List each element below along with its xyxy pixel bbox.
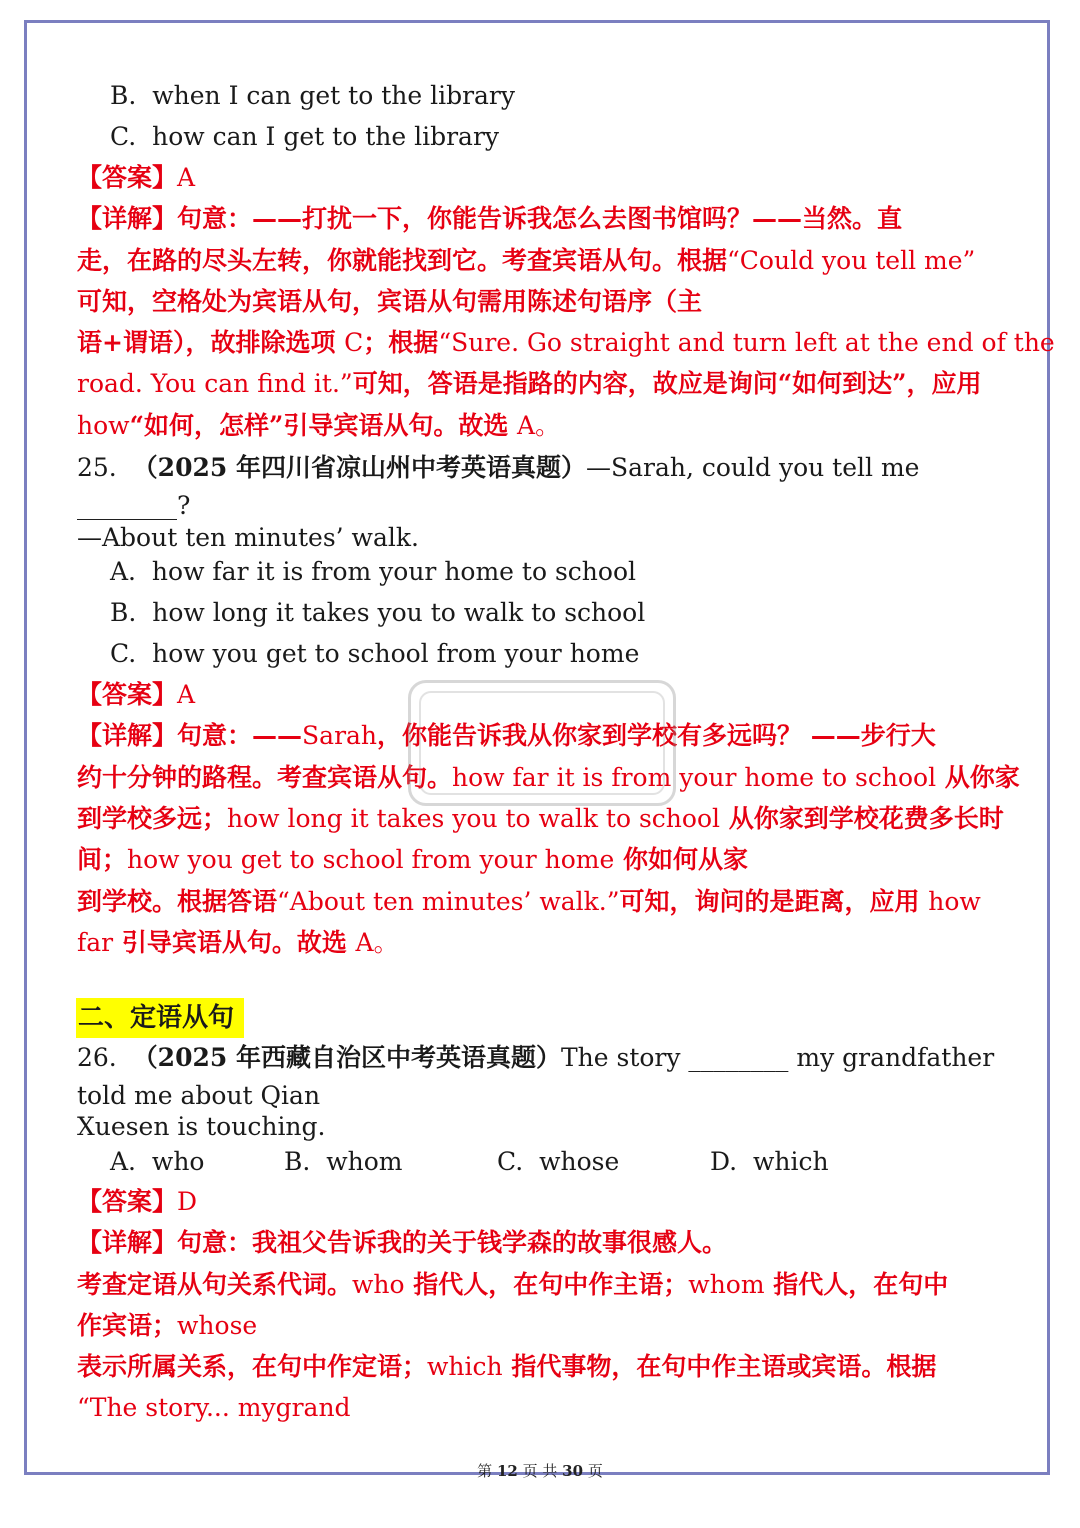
q26-stem-3: Xuesen is touching.	[77, 1112, 326, 1141]
q25-option-b: B. how long it takes you to walk to school	[110, 598, 646, 627]
q26-explain-line-2: 考查定语从句关系代词。who 指代人，在句中作主语；whom 指代人，在句中	[77, 1270, 949, 1299]
q25-explain-line-2: 约十分钟的路程。考查宾语从句。how far it is from your home to school 从你家	[77, 763, 1020, 792]
q25-explain-line-1: 【详解】句意：——Sarah，你能告诉我从你家到学校有多远吗？ ——步行大	[77, 721, 936, 750]
q26-explain-line-5: “The story... mygrand	[77, 1393, 351, 1422]
q24-option-c: C. how can I get to the library	[110, 122, 500, 151]
q24-explain-line-5: road. You can find it.”可知，答语是指路的内容，故应是询问“如何到达”，应用	[77, 369, 982, 398]
q26-stem: 26. （2025 年西藏自治区中考英语真题）The story ________ my grandfather	[77, 1043, 995, 1072]
q25-option-c: C. how you get to school from your home	[110, 639, 640, 668]
q25-explain-line-3: 到学校多远；how long it takes you to walk to school 从你家到学校花费多长时	[77, 804, 1004, 833]
q26-option-c: C. whose	[497, 1147, 620, 1176]
q26-explain-line-3: 作宾语；whose	[77, 1311, 258, 1340]
q26-answer: 【答案】D	[77, 1187, 198, 1216]
q25-stem: 25. （2025 年四川省凉山州中考英语真题）—Sarah, could you tell me	[77, 453, 920, 482]
q26-options	[110, 1144, 829, 1180]
q24-explain-line-4: 语+谓语），故排除选项 C；根据“Sure. Go straight and turn left at the end of the	[77, 328, 1055, 357]
q24-option-b: B. when I can get to the library	[110, 81, 516, 110]
q25-blank: ________?	[77, 491, 191, 520]
q25-option-a: A. how far it is from your home to school	[110, 557, 636, 586]
q24-explain-line-2: 走，在路的尽头左转，你就能找到它。考查宾语从句。根据“Could you tell me”	[77, 246, 976, 275]
q25-explain-line-4: 间；how you get to school from your home 你如何从家	[77, 845, 749, 874]
q25-reply: —About ten minutes’ walk.	[77, 523, 419, 552]
q25-answer: 【答案】A	[77, 680, 196, 709]
page-footer: 第 12 页 共 30 页	[477, 1462, 603, 1480]
section-title: 二、定语从句	[76, 998, 244, 1038]
q24-explain-line-1: 【详解】句意：——打扰一下，你能告诉我怎么去图书馆吗？——当然。直	[77, 204, 903, 233]
q25-explain-line-6: far 引导宾语从句。故选 A。	[77, 928, 399, 957]
q26-option-d: D. which	[710, 1147, 829, 1176]
q26-explain-line-4: 表示所属关系，在句中作定语；which 指代事物，在句中作主语或宾语。根据	[77, 1352, 937, 1381]
q26-stem-2: told me about Qian	[77, 1081, 321, 1110]
q24-answer: 【答案】A	[77, 163, 196, 192]
q25-explain-line-5: 到学校。根据答语“About ten minutes’ walk.”可知，询问的是距离，应用 how	[77, 887, 981, 916]
q24-explain-line-3: 可知，空格处为宾语从句，宾语从句需用陈述句语序（主	[77, 287, 703, 316]
q26-option-a: A. who	[110, 1147, 205, 1176]
q26-explain-line-1: 【详解】句意：我祖父告诉我的关于钱学森的故事很感人。	[77, 1228, 728, 1257]
q26-option-b: B. whom	[284, 1147, 403, 1176]
q24-explain-line-6: how“如何，怎样”引导宾语从句。故选 A。	[77, 411, 561, 440]
